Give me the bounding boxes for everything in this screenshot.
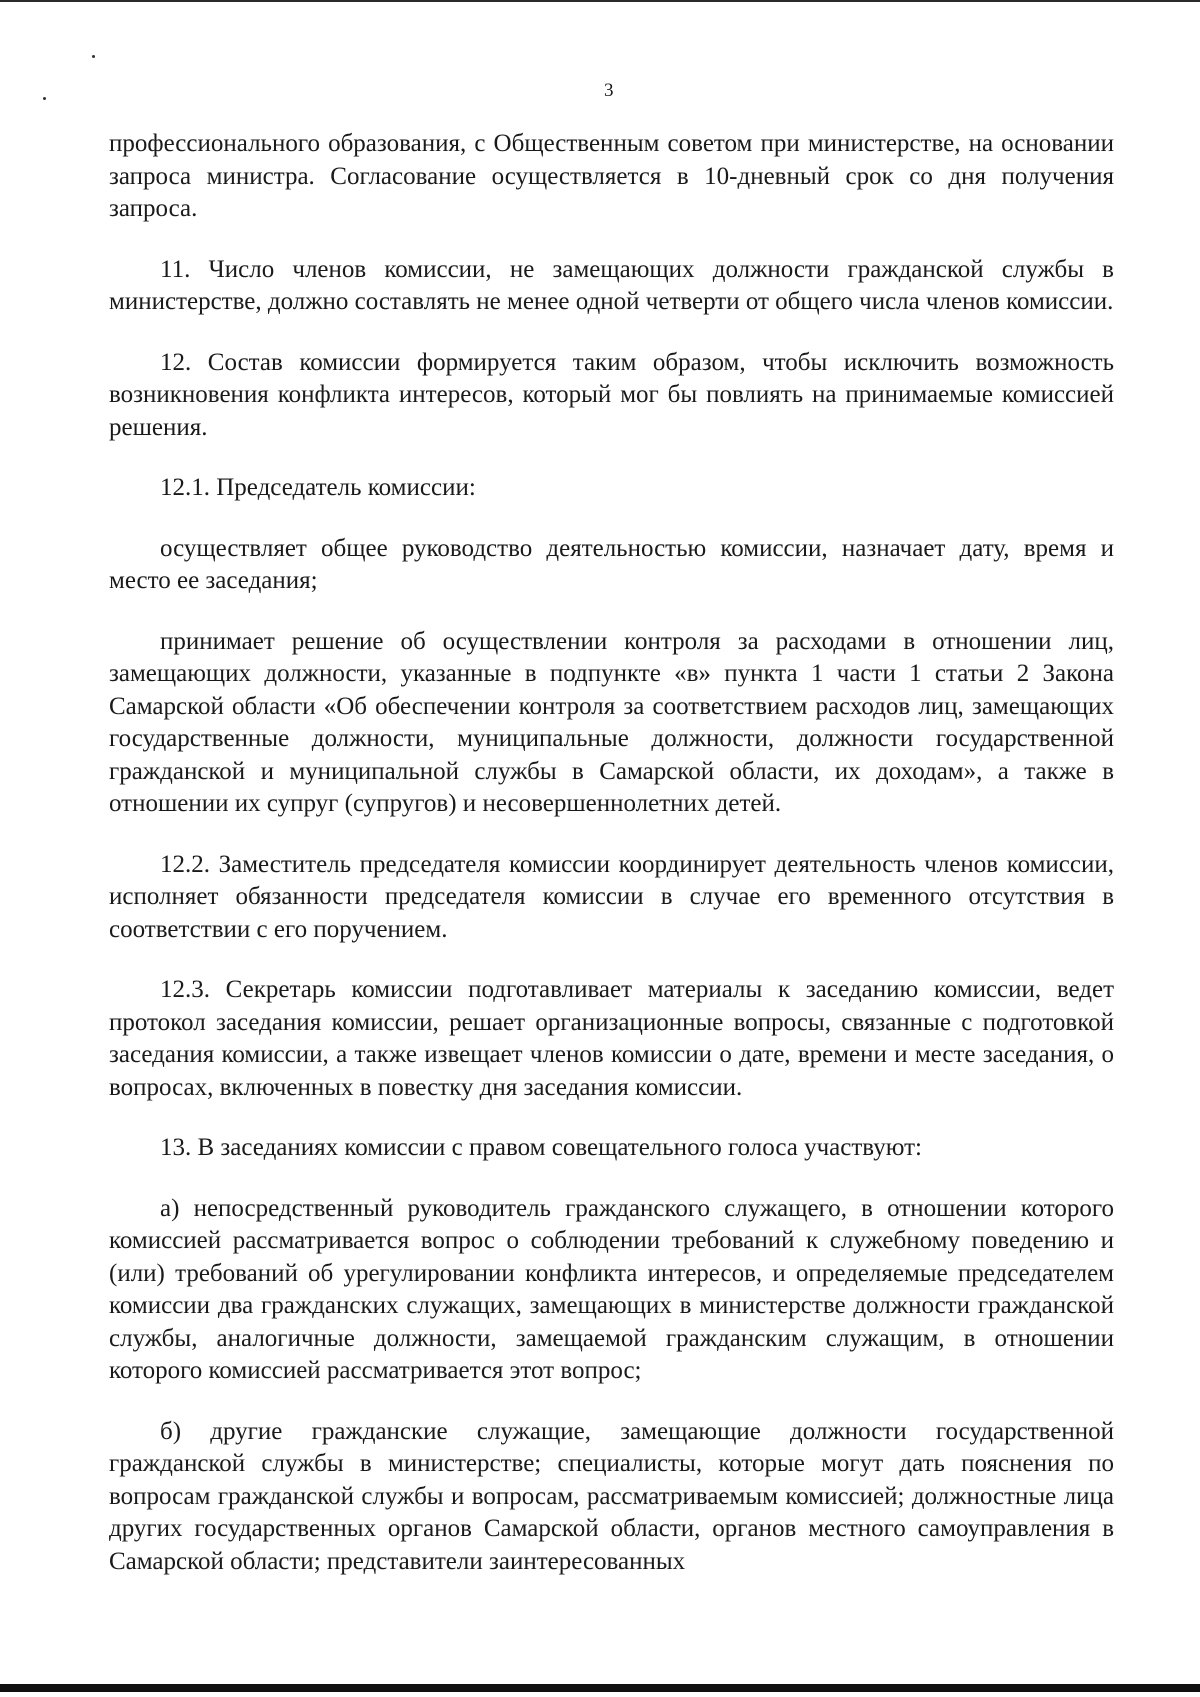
scan-top-edge: [0, 0, 1200, 2]
paragraph-item-12-3: 12.3. Секретарь комиссии подготавливает материалы к заседанию комиссии, ведет протокол заседания комиссии, решает организационные вопросы, связанные с подготовкой заседания комиссии, а также извещает членов комиссии о дате, времени и месте заседания, о вопросах, включенных в повестку дня заседания комиссии.: [109, 976, 1114, 1101]
paragraph-item-12-2: 12.2. Заместитель председателя комиссии координирует деятельность членов комиссии, исполняет обязанности председателя комиссии в случае его временного отсутствия в соответствии с его поручением.: [109, 850, 1114, 943]
paragraph-item-12-1-b: принимает решение об осуществлении контроля за расходами в отношении лиц, замещающих должности, указанные в подпункте «в» пункта 1 части 1 статьи 2 Закона Самарской области «Об обеспечении контроля за соответствием расходов лиц, замещающих государственные должности, муниципальные должности, должности государственной гражданской и муниципальной службы в Самарской области, их доходам», а также в отношении их супруг (супругов) и несовершеннолетних детей.: [109, 627, 1114, 817]
paragraph-item-12: 12. Состав комиссии формируется таким образом, чтобы исключить возможность возникновения конфликта интересов, который мог бы повлиять на принимаемые комиссией решения.: [109, 348, 1114, 441]
paragraph-item-12-1-a: осуществляет общее руководство деятельностью комиссии, назначает дату, время и место ее заседания;: [109, 534, 1114, 594]
scan-speck: [43, 97, 46, 100]
paragraph-item-12-1: 12.1. Председатель комиссии:: [160, 474, 476, 501]
paragraph-item-13: 13. В заседаниях комиссии с правом совещательного голоса участвуют:: [160, 1134, 922, 1161]
scan-bottom-edge: [0, 1684, 1200, 1692]
page-number: 3: [604, 80, 614, 101]
paragraph-item-11: 11. Число членов комиссии, не замещающих должности гражданской службы в министерстве, должно составлять не менее одной четверти от общего числа членов комиссии.: [109, 255, 1114, 315]
document-body: [109, 128, 1114, 1606]
scan-speck: [92, 55, 95, 58]
paragraph-continuation: профессионального образования, с Общественным советом при министерстве, на основании запроса министра. Согласование осуществляется в 10-дневный срок со дня получения запроса.: [109, 130, 1114, 222]
paragraph-item-13-a: а) непосредственный руководитель гражданского служащего, в отношении которого комиссией рассматривается вопрос о соблюдении требований к служебному поведению и (или) требований об урегулировании конфликта интересов, и определяемые председателем комиссии два гражданских служащих, замещающих в министерстве должности гражданской службы, аналогичные должности, замещаемой гражданским служащим, в отношении которого комиссией рассматривается этот вопрос;: [109, 1194, 1114, 1384]
paragraph-item-13-b: б) другие гражданские служащие, замещающие должности государственной гражданской службы в министерстве; специалисты, которые могут дать пояснения по вопросам гражданской службы и вопросам, рассматриваемым комиссией; должностные лица других государственных органов Самарской области, органов местного самоуправления в Самарской области; представители заинтересованных: [109, 1417, 1114, 1575]
